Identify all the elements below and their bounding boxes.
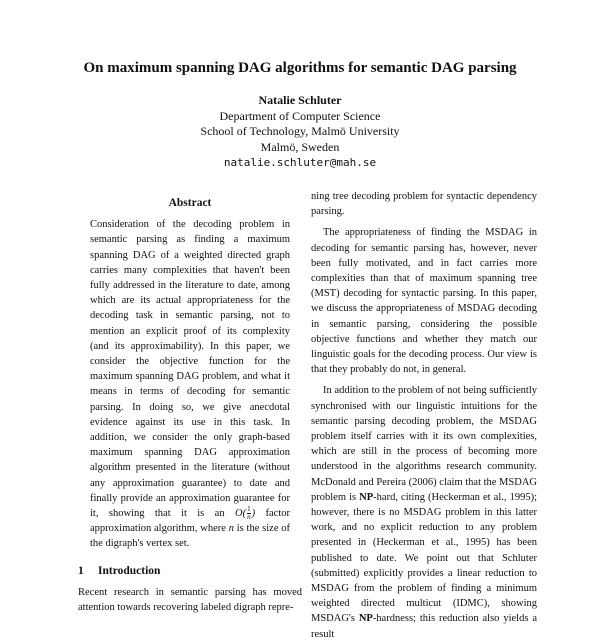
section-number: 1 [78, 564, 84, 577]
math-close-paren: ) [251, 508, 256, 520]
complexity-text-c: -hardness; this reduction also yields a result [311, 613, 537, 640]
abstract-body [90, 217, 290, 551]
appropriateness-paragraph: The appropriateness of finding the MSDAG in decoding for semantic parsing has, however, never been fully motivated, and in fact carries more complexities than that of maximum spanning tree (MST) decoding for syntactic parsing. In this paper, we discuss the appropriateness of MSDAG decoding in semantic parsing, considering the possible objective functions and whether they match our linguistic goals for the decoding process. Our view is that they probably do not, in general. [311, 227, 537, 376]
fraction-numerator: 1 [247, 505, 251, 514]
author-school: School of Technology, Malmö University [200, 124, 400, 138]
continuation-paragraph: ning tree decoding problem for syntactic dependency parsing. [311, 191, 537, 218]
intro-first-line: Recent research in semantic parsing has moved attention towards recovering labeled digraph repre- [78, 586, 302, 614]
abstract-paragraph [90, 217, 290, 551]
section-heading-introduction [78, 564, 302, 579]
math-big-o: O( [235, 508, 247, 520]
fraction-denominator: n [247, 513, 251, 522]
np-bold: NP [359, 491, 374, 503]
paper-title: On maximum spanning DAG algorithms for semantic DAG parsing [83, 60, 517, 76]
author-department: Department of Computer Science [219, 108, 381, 123]
complexity-paragraph [311, 383, 537, 641]
author-block [0, 93, 600, 171]
abstract-tail: is the size of the digraph's vertex set. [90, 523, 291, 550]
author-email[interactable]: natalie.schluter@mah.se [223, 156, 377, 169]
math-n: n [228, 523, 234, 535]
complexity-text-a: In addition to the problem of not being sufficiently synchronised with our linguistic intuitions for the semantic parsing decoding problem, the MSDAG problem itself carries with it its own complexities, which are still in the process of becoming more understood in the algorithms research community. McDonald and Pereira (2006) claim that the MSDAG problem is [311, 385, 537, 503]
author-name: Natalie Schluter [258, 93, 342, 107]
left-column [78, 196, 302, 615]
abstract-heading: Abstract [168, 197, 212, 209]
abstract-text: Consideration of the decoding problem in semantic parsing as finding a maximum spanning DAG of a weighted directed graph carries many complexities that haven't been fully addressed in the literature to date, among which are its actual appropriateness for the decoding task in semantic parsing, not to mention an explicit proof of its complexity (and its approximability). In this paper, we consider the objective function for the maximum spanning DAG problem, and what it means in terms of decoding for semantic parsing. In doing so, we give anecdotal evidence against its use in this task. In addition, we consider the only graph-based maximum spanning DAG approximation algorithm presented in the literature (without any approximation guarantee) to date and finally provide an approximation guarantee for it, showing that it is an [90, 219, 290, 520]
math-fraction [247, 506, 251, 521]
np-bold: NP [358, 613, 373, 625]
complexity-text-b: -hard, citing (Heckerman et al., 1995); however, there is no MSDAG problem in this latter work, and no explicit reduction to any problem presented in (Heckerman et al., 1995) has been published to date. We point out that Schluter (submitted) explicitly provides a linear reduction to MSDAG from the problem of finding a minimum weighted directed multicut (IDMC), showing MSDAG's [311, 491, 537, 625]
right-column [311, 189, 537, 642]
section-title: Introduction [98, 564, 161, 577]
abstract-text-after-math: factor approximation algorithm, where [90, 508, 291, 535]
author-city: Malmö, Sweden [260, 139, 340, 154]
